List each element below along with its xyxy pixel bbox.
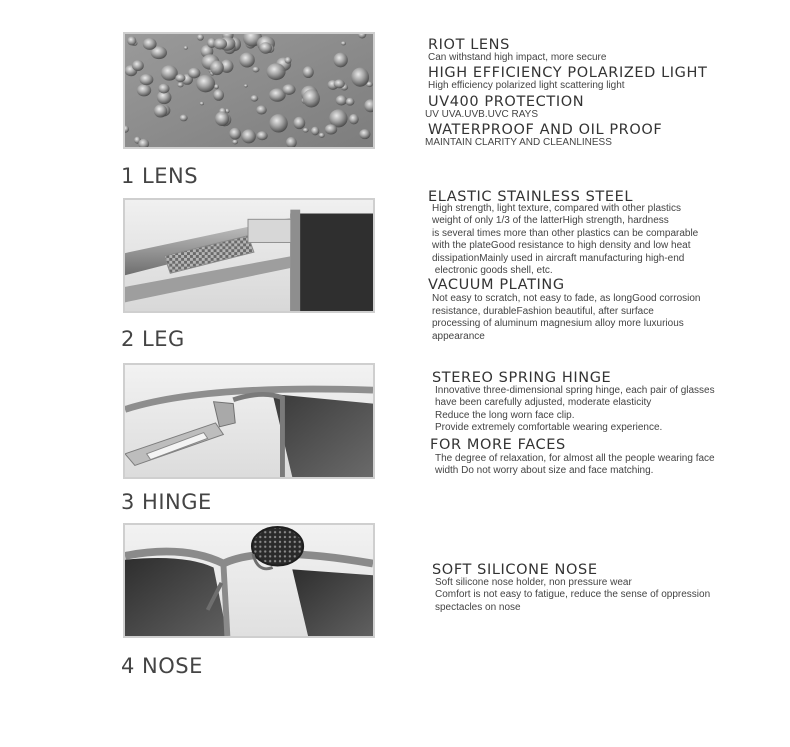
feature-line: Soft silicone nose holder, non pressure wear	[435, 577, 632, 588]
water-droplet	[282, 84, 295, 95]
water-droplet	[232, 140, 238, 145]
section-caption-leg: 2 LEG	[121, 327, 185, 351]
feature-line: Reduce the long worn face clip.	[435, 409, 575, 421]
water-droplet	[177, 82, 183, 87]
feature-text	[435, 385, 715, 435]
water-droplet	[180, 115, 188, 122]
water-droplet	[188, 68, 200, 79]
water-droplet	[351, 68, 369, 87]
lens-photo	[123, 32, 375, 149]
water-droplet	[336, 95, 347, 105]
feature-title: ELASTIC STAINLESS STEEL	[428, 189, 634, 205]
feature-text	[435, 577, 710, 614]
water-droplet	[140, 74, 154, 85]
water-droplet	[252, 67, 259, 73]
feature-text	[432, 293, 700, 343]
water-droplet	[359, 129, 370, 139]
water-droplet	[257, 131, 268, 140]
water-droplet	[175, 74, 185, 82]
feature-text: MAINTAIN CLARITY AND CLEANLINESS	[425, 137, 612, 149]
water-droplet	[229, 128, 241, 140]
water-droplet	[256, 105, 267, 114]
water-droplet	[285, 57, 292, 64]
feature-title: RIOT LENS	[428, 37, 510, 53]
water-droplet	[341, 41, 346, 45]
water-droplet	[242, 129, 256, 143]
water-droplet	[333, 53, 347, 68]
water-droplet	[213, 38, 227, 49]
leg-photo	[123, 198, 375, 313]
water-droplet	[346, 98, 355, 106]
water-droplet	[269, 114, 288, 132]
lens-features	[425, 37, 708, 150]
feature-text: Can withstand high impact, more secure	[428, 52, 607, 63]
feature-title: WATERPROOF AND OIL PROOF	[428, 122, 663, 139]
feature-line: electronic goods shell, etc.	[432, 265, 553, 277]
water-droplet	[215, 112, 229, 126]
water-droplet	[137, 84, 151, 96]
feature-line: The degree of relaxation, for almost all the people wearing face	[435, 452, 715, 464]
nose-photo	[123, 523, 375, 638]
feature-line: dissipationMainly used in aircraft manufacturing high-end	[432, 252, 685, 264]
water-droplet	[251, 95, 259, 102]
feature-text	[432, 203, 700, 277]
feature-line: spectacles on nose	[435, 601, 521, 613]
nose-features	[432, 562, 710, 614]
water-droplet	[214, 84, 219, 89]
water-droplet	[158, 84, 169, 94]
water-droplet	[303, 128, 309, 133]
water-droplet	[244, 84, 248, 87]
feature-line: is several times more than other plastics can be comparable	[432, 227, 699, 239]
feature-line: Comfort is not easy to fatigue, reduce the sense of oppression	[435, 589, 711, 601]
water-droplet	[303, 89, 320, 107]
feature-text: UV UVA.UVB.UVC RAYS	[425, 108, 538, 120]
water-droplet	[293, 117, 305, 129]
section-caption-hinge: 3 HINGE	[121, 490, 212, 514]
water-droplet	[213, 89, 224, 100]
feature-line: weight of only 1/3 of the latterHigh strength, hardness	[432, 215, 669, 227]
nose-pad-icon	[125, 525, 373, 636]
feature-line: Innovative three-dimensional spring hinge, each pair of glasses	[435, 385, 715, 396]
water-droplet	[154, 104, 167, 117]
feature-line: resistance, durableFashion beautiful, after surface	[432, 305, 654, 317]
hinge-photo	[123, 363, 375, 479]
water-droplet	[132, 60, 144, 71]
water-droplet	[196, 75, 215, 93]
feature-text: High efficiency polarized light scattering light	[428, 80, 625, 92]
section-caption-lens: 1 LENS	[121, 164, 199, 188]
water-droplet	[325, 124, 337, 134]
feature-line: have been carefully adjusted, moderate elasticity	[435, 397, 652, 409]
water-droplet	[311, 127, 319, 136]
feature-line: processing of aluminum magnesium alloy more luxurious	[432, 318, 684, 330]
feature-line: Not easy to scratch, not easy to fade, as longGood corrosion	[432, 293, 701, 305]
water-droplet	[319, 133, 325, 138]
water-droplet	[161, 65, 178, 80]
spring-hinge-icon	[125, 365, 373, 477]
feature-text	[435, 453, 715, 478]
water-droplet	[210, 60, 224, 75]
feature-title: FOR MORE FACES	[430, 436, 566, 453]
feature-line: with the plateGood resistance to high density and low heat	[432, 240, 691, 252]
feature-title: SOFT SILICONE NOSE	[432, 562, 598, 578]
feature-line: High strength, light texture, compared with other plastics	[432, 203, 682, 214]
water-droplet	[184, 46, 188, 50]
water-droplet	[143, 38, 157, 50]
feature-title: VACUUM PLATING	[428, 277, 565, 294]
feature-line: width Do not worry about size and face matching.	[435, 465, 654, 477]
water-droplet	[334, 79, 345, 88]
feature-line: Provide extremely comfortable wearing experience.	[435, 422, 663, 434]
water-droplet	[197, 34, 204, 41]
water-droplet	[200, 102, 204, 105]
water-droplet	[239, 52, 255, 67]
water-droplets-icon	[125, 34, 373, 147]
water-droplet	[259, 42, 272, 53]
water-droplet	[349, 114, 359, 124]
temple-arm-icon	[125, 200, 373, 311]
section-caption-nose: 4 NOSE	[121, 654, 203, 678]
feature-title: UV400 PROTECTION	[428, 93, 585, 110]
water-droplet	[127, 36, 136, 45]
hinge-features	[432, 370, 715, 477]
feature-title: STEREO SPRING HINGE	[432, 370, 612, 386]
water-droplet	[267, 63, 286, 80]
feature-title: HIGH EFFICIENCY POLARIZED LIGHT	[428, 65, 708, 82]
leg-features	[428, 189, 700, 343]
feature-line: appearance	[432, 330, 485, 342]
water-droplet	[303, 66, 314, 78]
